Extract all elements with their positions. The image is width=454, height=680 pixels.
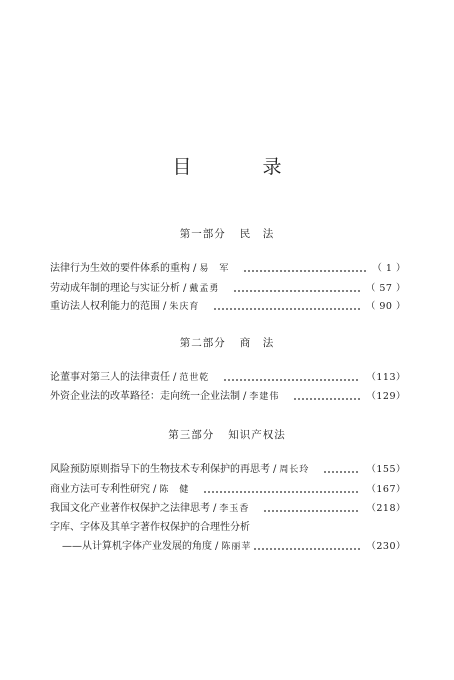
entry-title: 外资企业法的改革路径：走向统一企业法制 xyxy=(50,391,240,402)
entry-title: 论董事对第三人的法律责任 xyxy=(50,372,170,383)
toc-entry[interactable]: 重访法人权利能力的范围 / 朱庆育 （ 90 ） xyxy=(50,299,406,315)
part-name: 民 法 xyxy=(239,228,275,240)
part-number: 第一部分 xyxy=(179,228,226,240)
entry-subtitle: ——从计算机字体产业发展的角度 xyxy=(62,541,212,552)
dot-leader xyxy=(253,548,360,550)
entry-page: （167） xyxy=(366,484,406,495)
entry-author: 陈 健 xyxy=(159,485,190,495)
entry-author: 周长玲 xyxy=(279,465,310,475)
entry-page: （ 90 ） xyxy=(365,301,406,312)
dot-leader xyxy=(293,398,360,400)
entry-page: （230） xyxy=(366,541,406,552)
entry-author: 戴孟勇 xyxy=(189,284,220,294)
dot-leader xyxy=(323,471,360,473)
toc-entry-subtitle[interactable]: ——从计算机字体产业发展的角度 / 陈丽苹 （230） xyxy=(62,539,406,555)
part-heading xyxy=(0,427,454,442)
entry-author: 范世乾 xyxy=(179,373,210,383)
dot-leader xyxy=(243,270,366,272)
toc-entry[interactable]: 法律行为生效的要件体系的重构 / 易 军 （ 1 ） xyxy=(50,261,406,277)
dot-leader xyxy=(263,510,360,512)
entry-title: 法律行为生效的要件体系的重构 xyxy=(50,263,190,274)
entry-page: （ 1 ） xyxy=(372,263,406,274)
entry-author: 陈丽苹 xyxy=(221,542,252,552)
toc-entry[interactable]: 我国文化产业著作权保护之法律思考 / 李玉香 （218） xyxy=(50,501,406,517)
dot-leader xyxy=(233,290,359,292)
entry-title: 重访法人权利能力的范围 xyxy=(50,301,160,312)
entry-title: 劳动成年制的理论与实证分析 xyxy=(50,283,180,294)
entry-title: 字库、字体及其单字著作权保护的合理性分析 xyxy=(50,522,250,533)
entry-author: 易 军 xyxy=(199,264,230,274)
dot-leader xyxy=(223,379,360,381)
toc-entry[interactable] xyxy=(50,520,250,536)
entry-author: 朱庆育 xyxy=(169,302,200,312)
toc-entry[interactable]: 风险预防原则指导下的生物技术专利保护的再思考 / 周长玲 （155） xyxy=(50,462,406,478)
entry-title: 我国文化产业著作权保护之法律思考 xyxy=(50,503,210,514)
entry-title: 商业方法可专利性研究 xyxy=(50,484,150,495)
entry-author: 李玉香 xyxy=(219,504,250,514)
entry-page: （155） xyxy=(366,464,406,475)
entry-page: （218） xyxy=(366,503,406,514)
entry-page: （129） xyxy=(366,391,406,402)
toc-entry[interactable]: 论董事对第三人的法律责任 / 范世乾 （113） xyxy=(50,370,406,386)
part-number: 第二部分 xyxy=(179,337,226,349)
part-heading xyxy=(0,226,454,241)
dot-leader xyxy=(203,491,360,493)
toc-title: 目 录 xyxy=(172,156,308,178)
dot-leader xyxy=(213,308,359,310)
toc-entry[interactable]: 外资企业法的改革路径：走向统一企业法制 / 李建伟 （129） xyxy=(50,389,406,405)
entry-title: 风险预防原则指导下的生物技术专利保护的再思考 xyxy=(50,464,270,475)
entry-page: （ 57 ） xyxy=(365,283,406,294)
toc-entry[interactable]: 劳动成年制的理论与实证分析 / 戴孟勇 （ 57 ） xyxy=(50,281,406,297)
entry-author: 李建伟 xyxy=(249,392,280,402)
part-heading xyxy=(0,335,454,350)
toc-entry[interactable]: 商业方法可专利性研究 / 陈 健 （167） xyxy=(50,482,406,498)
part-name: 知识产权法 xyxy=(228,429,286,441)
entry-page: （113） xyxy=(366,372,406,383)
part-name: 商 法 xyxy=(239,337,275,349)
part-number: 第三部分 xyxy=(168,429,215,441)
